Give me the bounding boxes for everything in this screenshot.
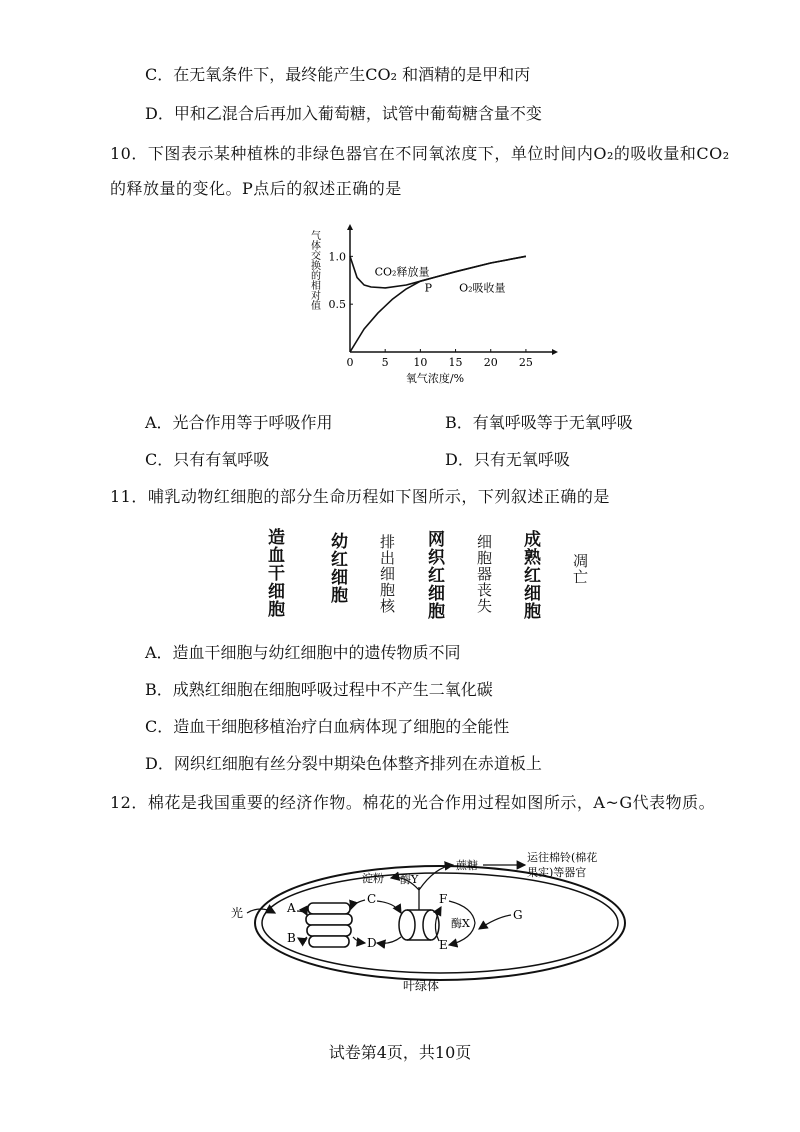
transport-label-1: 运往棉铃(棉花: [527, 851, 598, 864]
q10-stem-line1: 10．下图表示某种植株的非绿色器官在不同氧浓度下，单位时间内O₂的吸收量和CO₂: [110, 144, 730, 163]
series-label-o2: O₂吸收量: [459, 281, 506, 295]
calvin-cycle-left: [399, 910, 415, 940]
label-f: F: [439, 892, 448, 906]
q11-stage-2: 幼红细胞: [327, 532, 347, 604]
point-p-label: P: [424, 281, 432, 295]
x-axis-label: 氧气浓度/%: [405, 372, 465, 385]
y-axis-label: 气体交换的相对值: [308, 230, 320, 310]
q12-stem: 12．棉花是我国重要的经济作物。棉花的光合作用过程如图所示，A~G代表物质。: [110, 793, 716, 812]
q11-stage-1: 造血干细胞: [264, 528, 284, 618]
series-label-co2: CO₂释放量: [374, 265, 430, 279]
x-tick-label: 0: [346, 356, 354, 369]
chloroplast-label: 叶绿体: [403, 979, 440, 993]
label-g: G: [513, 908, 523, 922]
photosynthesis-diagram: [225, 845, 645, 995]
q10-option-d: D．只有无氧呼吸: [445, 450, 570, 469]
label-b: B: [287, 931, 296, 945]
q11-option-a: A．造血干细胞与幼红细胞中的遗传物质不同: [145, 643, 461, 662]
x-tick-label: 25: [518, 356, 533, 369]
x-tick-label: 5: [381, 356, 389, 369]
transport-label-2: 果实)等器官: [527, 866, 587, 879]
q11-stage-3: 排出细胞核: [378, 534, 396, 614]
q11-option-b: B．成熟红细胞在细胞呼吸过程中不产生二氧化碳: [145, 680, 493, 699]
enzyme-y-label: 酶Y: [400, 873, 419, 886]
starch-label: 淀粉: [362, 872, 384, 885]
x-tick-label: 15: [448, 356, 463, 369]
page-footer: 试卷第4页，共10页: [328, 1043, 472, 1062]
q11-stage-6: 成熟红细胞: [520, 530, 540, 620]
label-e: E: [439, 938, 448, 952]
q10-option-b: B．有氧呼吸等于无氧呼吸: [445, 413, 633, 432]
q10-chart: [300, 222, 560, 387]
y-tick-label: 1.0: [328, 250, 346, 264]
enzyme-x-label: 酶X: [451, 917, 470, 930]
x-tick-label: 10: [413, 356, 428, 369]
x-tick-label: 20: [483, 356, 498, 369]
q11-option-c: C．造血干细胞移植治疗白血病体现了细胞的全能性: [145, 717, 510, 736]
q10-option-a: A．光合作用等于呼吸作用: [145, 413, 333, 432]
label-a: A: [287, 901, 296, 915]
q9-option-c: C．在无氧条件下，最终能产生CO₂ 和酒精的是甲和丙: [145, 65, 531, 84]
label-d: D: [367, 936, 377, 950]
q9-option-d: D．甲和乙混合后再加入葡萄糖，试管中葡萄糖含量不变: [145, 104, 542, 123]
y-tick-label: 0.5: [328, 298, 346, 312]
light-label: 光: [231, 906, 244, 920]
q10-stem-line2: 的释放量的变化。P点后的叙述正确的是: [110, 179, 402, 198]
q11-option-d: D．网织红细胞有丝分裂中期染色体整齐排列在赤道板上: [145, 754, 542, 773]
y-axis-arrow: [347, 224, 353, 230]
label-c: C: [367, 892, 377, 906]
q11-stage-5: 细胞器丧失: [475, 534, 493, 614]
x-axis-arrow: [552, 349, 558, 355]
q11-stage-4: 网织红细胞: [424, 530, 444, 620]
q11-stage-7: 凋亡: [571, 553, 589, 585]
sucrose-label: 蔗糖: [456, 859, 478, 872]
q11-stem: 11．哺乳动物红细胞的部分生命历程如下图所示，下列叙述正确的是: [110, 487, 610, 506]
q10-option-c: C．只有有氧呼吸: [145, 450, 270, 469]
thylakoid-stack: [306, 903, 352, 947]
